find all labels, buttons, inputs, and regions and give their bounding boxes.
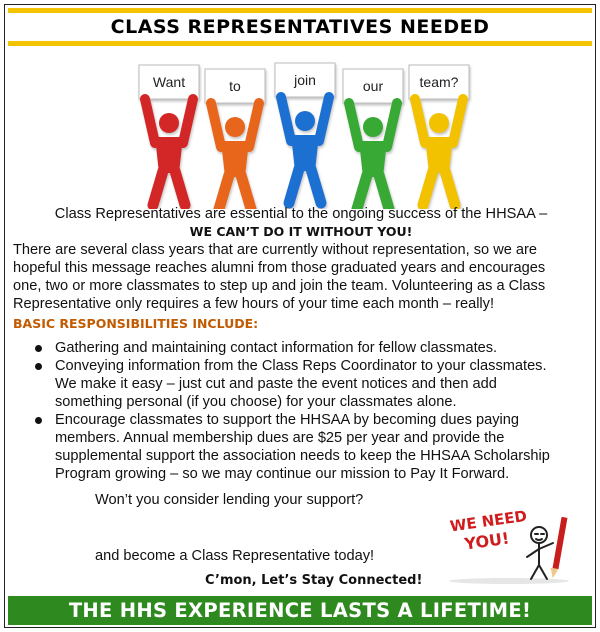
figure-leg: [153, 171, 163, 205]
figure-leg: [219, 175, 229, 209]
closing-invite: and become a Class Representative today!: [95, 548, 375, 564]
figure-leg: [241, 175, 251, 209]
footer-banner: [8, 596, 592, 625]
figure-leg: [311, 169, 321, 203]
figure-head: [429, 113, 449, 133]
team-illustration: [133, 57, 477, 209]
team-sign-label: to: [229, 78, 241, 94]
intro-line: Class Representatives are essential to the ongoing success of the HHSAA –: [54, 206, 548, 222]
page-title: CLASS REPRESENTATIVES NEEDED: [110, 16, 490, 38]
figure-leg: [445, 171, 455, 205]
intro-emphasis: WE CAN’T DO IT WITHOUT YOU!: [189, 224, 413, 239]
figure-arm: [145, 99, 155, 143]
we-need-you-graphic: [443, 503, 575, 585]
list-item-text: Conveying information from the Class Reps Coordinator to your classmates.: [55, 358, 547, 374]
team-figure: [275, 63, 335, 203]
figure-arm: [349, 103, 359, 147]
list-item: [35, 411, 585, 483]
list-item-text: something personal (if you choose) for your classmates alone.: [55, 394, 457, 410]
figure-arm: [453, 99, 463, 143]
figure-head: [363, 117, 383, 137]
list-item-text: supplemental support the association needs to keep the HHSAA Scholarship: [55, 448, 550, 464]
figure-arm: [211, 103, 221, 147]
list-item-text: members. Annual membership dues are $25 per year and provide the: [55, 430, 505, 446]
need-text-line: YOU!: [463, 528, 511, 554]
bullet-icon: [35, 417, 42, 424]
figure-leg: [175, 171, 185, 205]
paragraph-line: one, two or more classmates to step up and join the team. Volunteering as a Class: [13, 278, 546, 294]
closing-question: Won’t you consider lending your support?: [95, 492, 364, 508]
figure-leg: [423, 171, 433, 205]
footer-tagline: THE HHS EXPERIENCE LASTS A LIFETIME!: [68, 599, 532, 622]
figure-leg: [357, 175, 367, 209]
paragraph-line: Representative only requires a few hours of your time each month – really!: [13, 296, 495, 312]
list-item-text: Encourage classmates to support the HHSAA by becoming dues paying: [55, 412, 520, 428]
responsibilities-list: [35, 339, 585, 483]
flyer-frame: [4, 4, 596, 628]
list-item: [35, 339, 585, 357]
figure-head: [159, 113, 179, 133]
need-text-line: WE NEED: [448, 506, 529, 536]
figure-arm: [249, 103, 259, 147]
title-banner: [8, 8, 592, 46]
figure-leg: [289, 169, 299, 203]
team-sign-label: Want: [152, 74, 186, 90]
paragraph-line: There are several class years that are currently without representation, so we are: [13, 242, 537, 258]
team-figure: [205, 69, 265, 209]
figure-arm: [415, 99, 425, 143]
team-sign-label: team?: [419, 74, 459, 90]
figure-leg: [379, 175, 389, 209]
figure-head: [225, 117, 245, 137]
paragraph-line: hopeful this message reaches alumni from those graduated years and encourages: [13, 260, 546, 276]
bullet-icon: [35, 363, 42, 370]
team-figure: [139, 65, 199, 205]
list-item: [35, 357, 585, 411]
figure-arm: [183, 99, 193, 143]
responsibilities-heading: BASIC RESPONSIBILITIES INCLUDE:: [13, 316, 259, 331]
intro-paragraph: [13, 241, 593, 313]
figure-arm: [281, 97, 291, 141]
team-sign-label: join: [294, 72, 316, 88]
figure-arm: [387, 103, 397, 147]
closing-slogan: C’mon, Let’s Stay Connected!: [205, 573, 423, 588]
list-item-text: Program growing – so we may continue our mission to Pay It Forward.: [55, 466, 510, 482]
team-sign-label: our: [362, 78, 384, 94]
figure-head: [295, 111, 315, 131]
bullet-icon: [35, 345, 42, 352]
list-item-text: Gathering and maintaining contact information for fellow classmates.: [55, 340, 498, 356]
team-figure: [409, 65, 469, 205]
list-item-text: We make it easy – just cut and paste the event notices and then add: [55, 376, 497, 392]
figure-arm: [319, 97, 329, 141]
team-figure: [343, 69, 403, 209]
